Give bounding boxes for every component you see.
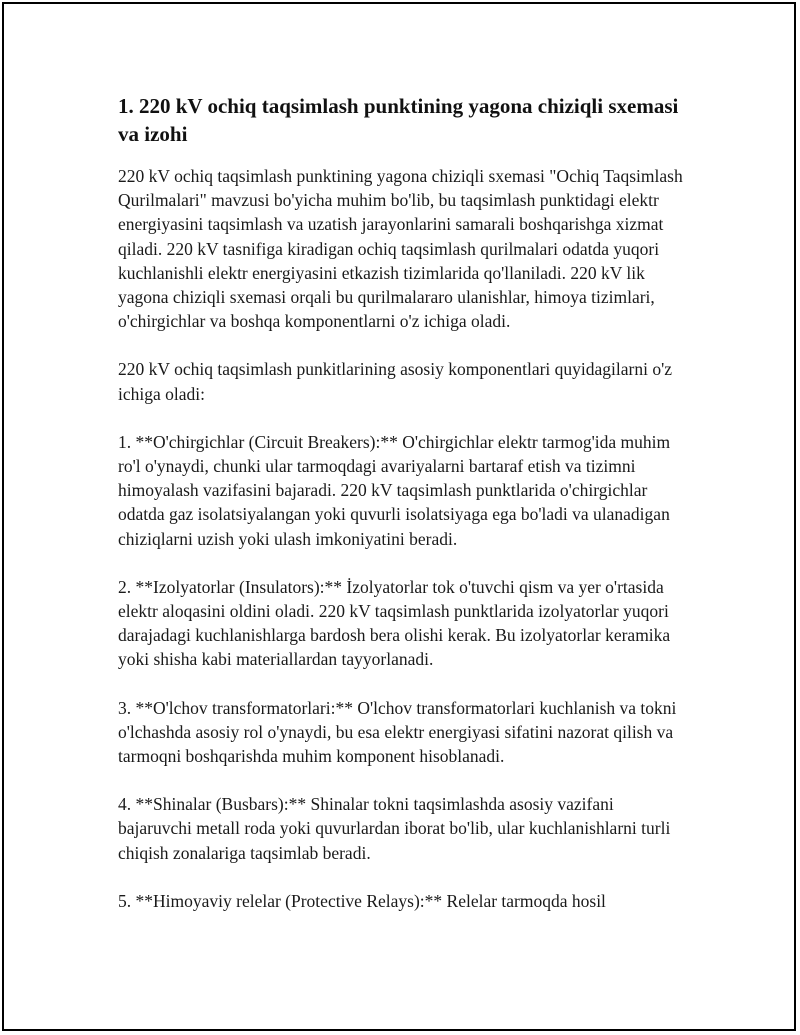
circuit-breakers-paragraph: 1. **O'chirgichlar (Circuit Breakers):** O'chirgichlar elektr tarmog'ida muhim ro'l o'ynaydi, chunki ular tarmoqdagi avariyalarni bartaraf etish va tizimni himoyalash vazifasini bajaradi. 220 kV taqsimlash punktlarida o'chirgichlar odatda gaz isolatsiyalangan yoki quvurli isolatsiyaga ega bo'ladi va ulanadigan chiziqlarni uzish yoki ulash imkoniyatini beradi.	[118, 431, 671, 549]
measurement-transformers-paragraph: 3. **O'lchov transformatorlari:** O'lchov transformatorlari kuchlanish va tokni o'lchashda asosiy rol o'ynaydi, bu esa elektr energiyasi sifatini nazorat qilish va tarmoqni boshqarishda muhim komponent hisoblanadi.	[118, 697, 677, 767]
document-body	[118, 92, 684, 937]
components-intro-paragraph: 220 kV ochiq taqsimlash punkitlarining asosiy komponentlari quyidagilarni o'z ichiga oladi:	[118, 359, 673, 404]
protective-relays-paragraph: 5. **Himoyaviy relelar (Protective Relays):** Relelar tarmoqda hosil	[118, 890, 606, 911]
insulators-paragraph: 2. **Izolyatorlar (Insulators):** İzolyatorlar tok o'tuvchi qism va yer o'rtasida elektr aloqasini oldini oladi. 220 kV taqsimlash punktlarida izolyatorlar yuqori darajadagi kuchlanishlarga bardosh bera olishi kerak. Bu izolyatorlar keramika yoki shisha kabi materiallardan tayyorlanadi.	[118, 576, 671, 670]
busbars-paragraph: 4. **Shinalar (Busbars):** Shinalar tokni taqsimlashda asosiy vazifani bajaruvchi metall roda yoki quvurlardan iborat bo'lib, ular kuchlanishlarni turli chiqish zonalariga taqsimlab beradi.	[118, 794, 671, 863]
intro-paragraph: 220 kV ochiq taqsimlash punktining yagona chiziqli sxemasi "Ochiq Taqsimlash Qurilmalari" mavzusi bo'yicha muhim bo'lib, bu taqsimlash punktidagi elektr energiyasini taqsimlash va uzatish jarayonlarini samarali boshqarishga xizmat qiladi. 220 kV tasnifiga kiradigan ochiq taqsimlash qurilmalari odatda yuqori kuchlanishli elektr energiyasini etkazish tizimlarida qo'llaniladi. 220 kV lik yagona chiziqli sxemasi orqali bu qurilmalararo ulanishlar, himoya tizimlari, o'chirgichlar va boshqa komponentlarni o'z ichiga oladi.	[118, 166, 683, 332]
section-heading: 1. 220 kV ochiq taqsimlash punktining yagona chiziqli sxemasi va izohi	[118, 94, 679, 146]
